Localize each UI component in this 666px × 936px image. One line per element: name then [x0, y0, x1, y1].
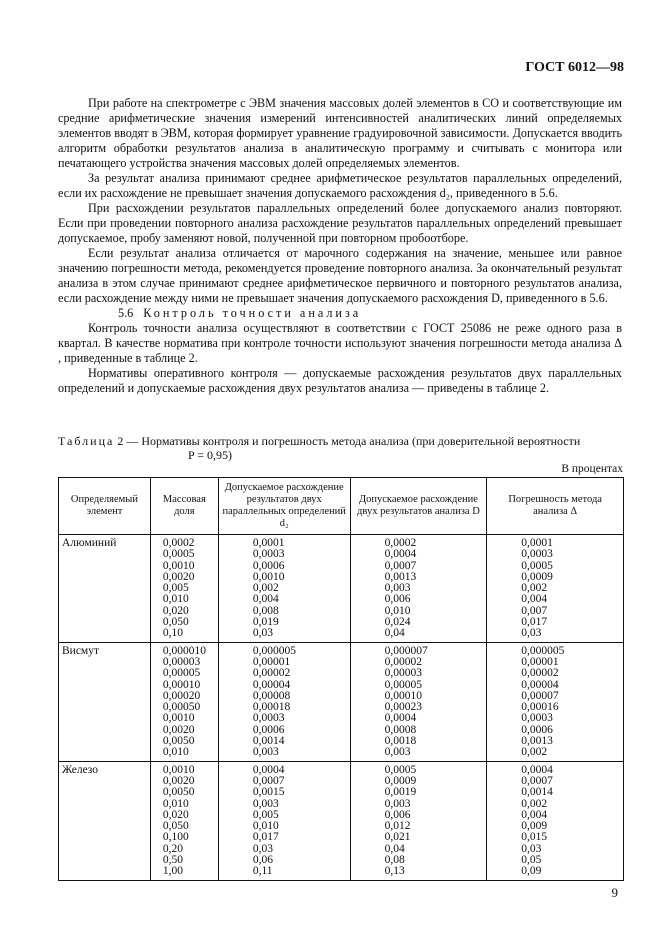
- value-cell-D: [350, 535, 487, 643]
- cell-value: 0,007: [521, 604, 548, 617]
- cell-value: 0,0003: [252, 548, 285, 561]
- paragraph: При работе на спектрометре с ЭВМ значения массовых долей элементов в СО и соответствующие им средние арифметические значения измерений интенсивностей аналитических линий определяемых элементов вводят в ЭВМ, которая формирует уравнение градуировочной зависимости. Допускается вводить алгоритм обработки результатов анализа в аналитическую программу и считывать с монитора или печатающего устройства значения массовых долей определяемых элементов.: [58, 96, 622, 170]
- cell-value: 0,0004: [521, 763, 553, 776]
- cell-value: 0,03: [521, 842, 542, 855]
- cell-value: 0,000010: [162, 644, 207, 657]
- cell-value: 0,00020: [162, 689, 201, 702]
- cell-value: 0,0006: [521, 723, 553, 736]
- cell-value: 0,003: [384, 746, 411, 759]
- cell-value: 0,0020: [162, 570, 195, 583]
- cell-value: 0,024: [384, 616, 411, 629]
- column-header: Определяемый элемент: [59, 478, 151, 535]
- paragraph: Если результат анализа отличается от марочного содержания на значение, меньшее или равное значению погрешности метода, рекомендуется проведение повторного анализа. За окончательный результат анализа в этом случае принимают среднее арифметическое первичного и повторного результатов анализа, если расхождение между ними не превышает значения допускаемого расхождения D, приведенного в 5.6.: [58, 246, 622, 305]
- cell-value: 0,009: [521, 820, 548, 833]
- value-cell-delta: [487, 761, 624, 880]
- table-caption-lead: Таблица: [58, 434, 115, 448]
- value-cell-d2: [218, 535, 350, 643]
- cell-value: 0,017: [252, 831, 279, 844]
- cell-value: 0,000005: [252, 644, 296, 657]
- section-heading: [58, 306, 622, 321]
- cell-value: 0,20: [162, 842, 184, 855]
- page-number: 9: [611, 885, 618, 900]
- cell-value: 0,0010: [162, 559, 195, 572]
- cell-value: 0,005: [252, 808, 279, 821]
- cell-value: 0,021: [384, 831, 411, 844]
- cell-value: 0,010: [162, 593, 189, 606]
- cell-value: 0,00003: [384, 667, 422, 680]
- document-header: ГОСТ 6012—98: [525, 60, 624, 75]
- cell-value: 0,00005: [384, 678, 422, 691]
- cell-value: 0,0010: [162, 712, 195, 725]
- cell-value: 0,0014: [521, 786, 553, 799]
- section-number: 5.6: [118, 306, 134, 320]
- paragraph: Контроль точности анализа осуществляют в соответствии с ГОСТ 25086 не реже одного раза в квартал. В качестве норматива при контроле точности используют значения погрешности метода анализа Δ , приведенные в таблице 2.: [58, 321, 622, 365]
- cell-value: 0,00002: [521, 667, 559, 680]
- cell-value: 0,0006: [252, 723, 285, 736]
- cell-value: 0,0004: [384, 712, 417, 725]
- cell-value: 0,004: [521, 808, 548, 821]
- cell-value: 0,0002: [384, 537, 417, 549]
- cell-value: 0,0008: [384, 723, 417, 736]
- cell-value: 0,019: [252, 616, 279, 629]
- cell-value: 0,0013: [521, 735, 553, 748]
- cell-value: 0,13: [384, 865, 405, 878]
- cell-value: 0,000005: [521, 644, 565, 657]
- cell-value: 0,00005: [162, 667, 201, 680]
- value-cell-d2: [218, 761, 350, 880]
- cell-value: 0,006: [384, 593, 411, 606]
- cell-value: 0,00002: [384, 655, 422, 668]
- cell-value: 0,0020: [162, 723, 195, 736]
- value-cell-delta: [487, 642, 624, 761]
- cell-value: 0,002: [252, 582, 279, 595]
- value-cell-d2: [218, 642, 350, 761]
- table-caption-text: 2 — Нормативы контроля и погрешность метода анализа (при доверительной вероятности: [117, 434, 581, 448]
- cell-value: 0,0013: [384, 570, 417, 583]
- cell-value: 0,0003: [252, 712, 285, 725]
- cell-value: 0,010: [162, 797, 189, 810]
- cell-value: 0,0007: [252, 774, 285, 787]
- cell-value: 0,0010: [252, 570, 285, 583]
- cell-value: 0,04: [384, 627, 405, 640]
- element-name: Алюминий: [59, 535, 151, 643]
- norms-table: [58, 477, 624, 881]
- cell-value: 0,010: [384, 604, 411, 617]
- value-cell-fraction: [150, 535, 218, 643]
- cell-value: 0,00004: [252, 678, 291, 691]
- cell-value: 0,0019: [384, 786, 417, 799]
- value-cell-D: [350, 642, 487, 761]
- table-header-row: [59, 478, 624, 535]
- cell-value: 0,0004: [252, 763, 285, 776]
- cell-value: 0,020: [162, 808, 189, 821]
- cell-value: 0,012: [384, 820, 411, 833]
- cell-value: 0,0009: [384, 774, 417, 787]
- value-cell-fraction: [150, 761, 218, 880]
- cell-value: 0,00007: [521, 689, 559, 702]
- cell-value: 0,0003: [521, 548, 553, 561]
- cell-value: 0,00001: [252, 655, 291, 668]
- column-header: Допускаемое расхождение двух результатов анализа D: [350, 478, 487, 535]
- cell-value: 0,00001: [521, 655, 559, 668]
- paragraph: За результат анализа принимают среднее арифметическое результатов параллельных определений, если их расхождение не превышает значения допускаемого расхождения d₂, приведенного в 5.6.: [58, 171, 622, 200]
- cell-value: 0,0010: [162, 763, 195, 776]
- cell-value: 0,09: [521, 865, 542, 878]
- cell-value: 0,03: [252, 842, 273, 855]
- cell-value: 0,05: [521, 854, 542, 867]
- element-name: Железо: [59, 761, 151, 880]
- cell-value: 0,0007: [521, 774, 553, 787]
- value-cell-D: [350, 761, 487, 880]
- cell-value: 0,00002: [252, 667, 291, 680]
- cell-value: 0,0003: [521, 712, 553, 725]
- cell-value: 0,003: [252, 746, 279, 759]
- cell-value: 0,06: [252, 854, 273, 867]
- value-cell-delta: [487, 535, 624, 643]
- column-header: Погрешность метода анализа Δ: [487, 478, 624, 535]
- cell-value: 0,015: [521, 831, 548, 844]
- cell-value: 0,0007: [384, 559, 417, 572]
- cell-value: 0,020: [162, 604, 189, 617]
- units-label: В процентах: [561, 463, 623, 475]
- cell-value: 0,003: [384, 797, 411, 810]
- cell-value: 0,00008: [252, 689, 291, 702]
- table-caption: [58, 434, 622, 462]
- cell-value: 0,00010: [162, 678, 201, 691]
- column-header: Массовая доля: [150, 478, 218, 535]
- cell-value: 0,0005: [521, 559, 553, 572]
- body-text: [58, 96, 622, 396]
- cell-value: 0,00018: [252, 701, 291, 714]
- cell-value: 0,0015: [252, 786, 285, 799]
- value-cell-fraction: [150, 642, 218, 761]
- cell-value: 0,08: [384, 854, 405, 867]
- cell-value: 0,0050: [162, 786, 195, 799]
- cell-value: 0,000007: [384, 644, 428, 657]
- cell-value: 0,004: [252, 593, 279, 606]
- cell-value: 0,100: [162, 831, 189, 844]
- cell-value: 0,0002: [162, 537, 195, 549]
- paragraph: При расхождении результатов параллельных определений более допускаемого анализ повторяют. Если при проведении повторного анализа расхождение результатов параллельных определений превышает допускаемое, пробу заменяют новой, полученной при повторном пробоотборе.: [58, 201, 622, 245]
- cell-value: 0,050: [162, 616, 189, 629]
- cell-value: 0,0050: [162, 735, 195, 748]
- cell-value: 0,03: [521, 627, 542, 640]
- cell-value: 0,005: [162, 582, 189, 595]
- table-row: [59, 535, 624, 643]
- cell-value: 0,0004: [384, 548, 417, 561]
- column-header: Допускаемое расхождение результатов двух параллельных определений d₂: [218, 478, 350, 535]
- cell-value: 0,0020: [162, 774, 195, 787]
- cell-value: 0,0018: [384, 735, 417, 748]
- cell-value: 0,03: [252, 627, 273, 640]
- cell-value: 0,10: [162, 627, 184, 640]
- cell-value: 0,010: [252, 820, 279, 833]
- cell-value: 0,002: [521, 797, 548, 810]
- cell-value: 0,017: [521, 616, 548, 629]
- cell-value: 0,003: [384, 582, 411, 595]
- cell-value: 1,00: [162, 865, 184, 878]
- paragraph: Нормативы оперативного контроля — допускаемые расхождения результатов двух параллельных определений и допускаемые расхождения двух результатов анализа — приведены в таблице 2.: [58, 366, 622, 395]
- cell-value: 0,0005: [162, 548, 195, 561]
- cell-value: 0,006: [384, 808, 411, 821]
- cell-value: 0,00023: [384, 701, 422, 714]
- cell-value: 0,0001: [252, 537, 285, 549]
- cell-value: 0,010: [162, 746, 189, 759]
- cell-value: 0,0014: [252, 735, 285, 748]
- cell-value: 0,008: [252, 604, 279, 617]
- cell-value: 0,04: [384, 842, 405, 855]
- cell-value: 0,002: [521, 582, 548, 595]
- cell-value: 0,00050: [162, 701, 201, 714]
- cell-value: 0,0009: [521, 570, 553, 583]
- cell-value: 0,50: [162, 854, 184, 867]
- cell-value: 0,0001: [521, 537, 553, 549]
- cell-value: 0,004: [521, 593, 548, 606]
- cell-value: 0,00010: [384, 689, 422, 702]
- table-row: [59, 761, 624, 880]
- table-row: [59, 642, 624, 761]
- cell-value: 0,0005: [384, 763, 417, 776]
- cell-value: 0,00003: [162, 655, 201, 668]
- section-title: Контроль точности анализа: [143, 306, 362, 320]
- cell-value: 0,050: [162, 820, 189, 833]
- cell-value: 0,003: [252, 797, 279, 810]
- cell-value: 0,00004: [521, 678, 559, 691]
- table-caption-continuation: P = 0,95): [188, 448, 232, 462]
- cell-value: 0,002: [521, 746, 548, 759]
- cell-value: 0,11: [252, 865, 273, 878]
- cell-value: 0,0006: [252, 559, 285, 572]
- cell-value: 0,00016: [521, 701, 559, 714]
- element-name: Висмут: [59, 642, 151, 761]
